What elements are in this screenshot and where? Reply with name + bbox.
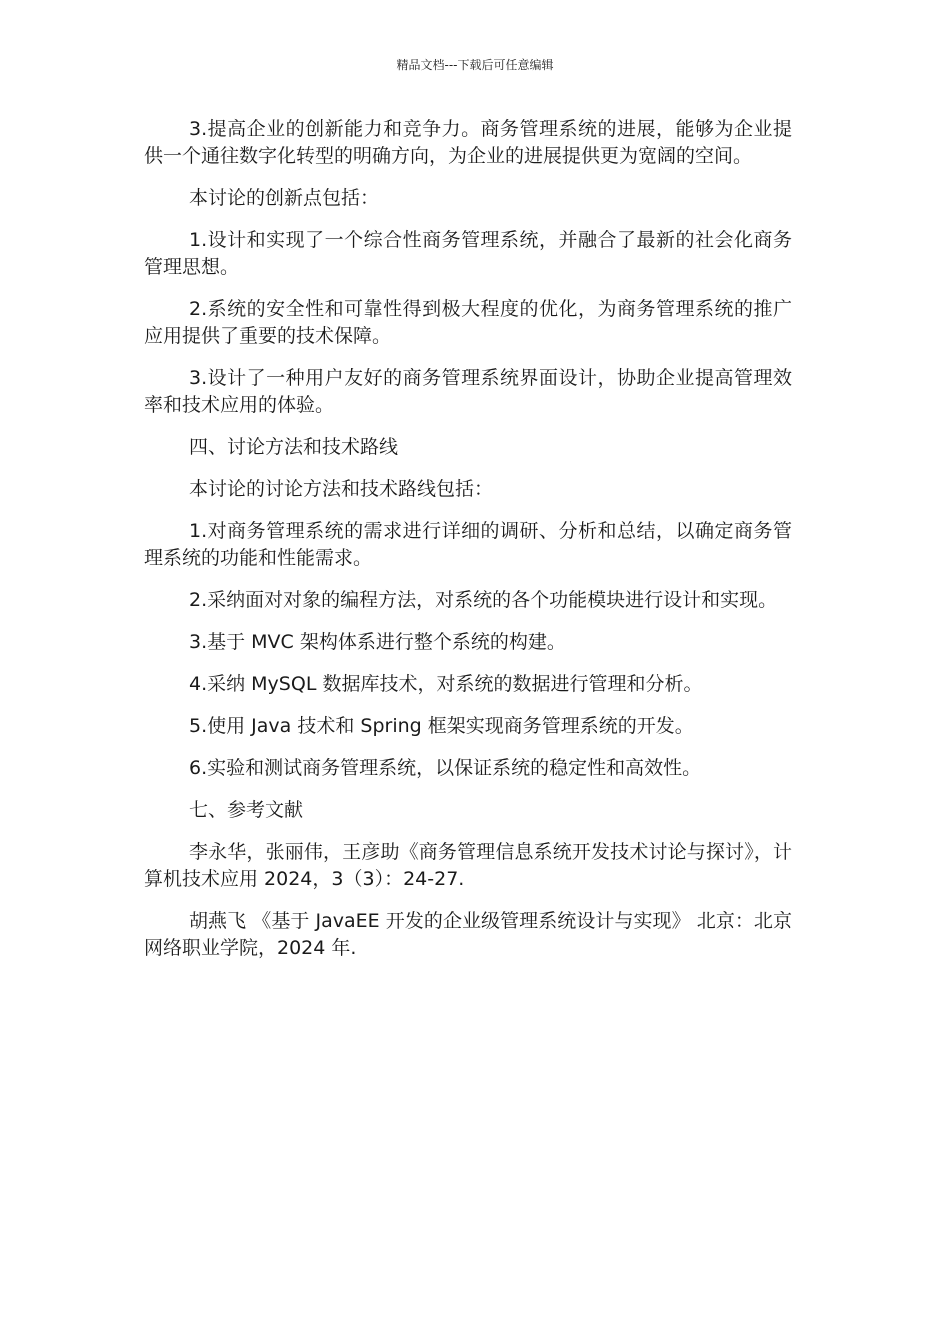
list-item: 6.实验和测试商务管理系统，以保证系统的稳定性和高效性。 [189,757,702,779]
document-body [144,116,792,977]
list-item: 3.基于 MVC 架构体系进行整个系统的构建。 [189,631,566,653]
list-item: 4.采纳 MySQL 数据库技术，对系统的数据进行管理和分析。 [189,673,703,695]
page-header: 精品文档---下载后可任意编辑 [396,58,554,72]
list-item: 1.设计和实现了一个综合性商务管理系统，并融合了最新的社会化商务管理思想。 [144,229,792,278]
section-heading: 七、参考文献 [189,799,304,821]
list-item: 3.设计了一种用户友好的商务管理系统界面设计，协助企业提高管理效率和技术应用的体验。 [144,367,792,416]
body-paragraph: 3.提高企业的创新能力和竞争力。商务管理系统的进展，能够为企业提供一个通往数字化转型的明确方向，为企业的进展提供更为宽阔的空间。 [144,118,792,167]
list-item: 2.系统的安全性和可靠性得到极大程度的优化，为商务管理系统的推广应用提供了重要的技术保障。 [144,298,792,347]
reference-item: 李永华，张丽伟，王彦助《商务管理信息系统开发技术讨论与探讨》，计算机技术应用 2024，3（3）：24-27. [144,841,792,890]
list-item: 5.使用 Java 技术和 Spring 框架实现商务管理系统的开发。 [189,715,694,737]
body-paragraph: 本讨论的讨论方法和技术路线包括： [189,478,494,500]
list-item: 1.对商务管理系统的需求进行详细的调研、分析和总结，以确定商务管理系统的功能和性能需求。 [144,520,792,569]
section-heading: 四、讨论方法和技术路线 [189,436,399,458]
list-item: 2.采纳面对对象的编程方法，对系统的各个功能模块进行设计和实现。 [189,589,778,611]
body-paragraph: 本讨论的创新点包括： [189,187,380,209]
reference-item: 胡燕飞 《基于 JavaEE 开发的企业级管理系统设计与实现》 北京：北京网络职业学院，2024 年. [144,910,792,959]
